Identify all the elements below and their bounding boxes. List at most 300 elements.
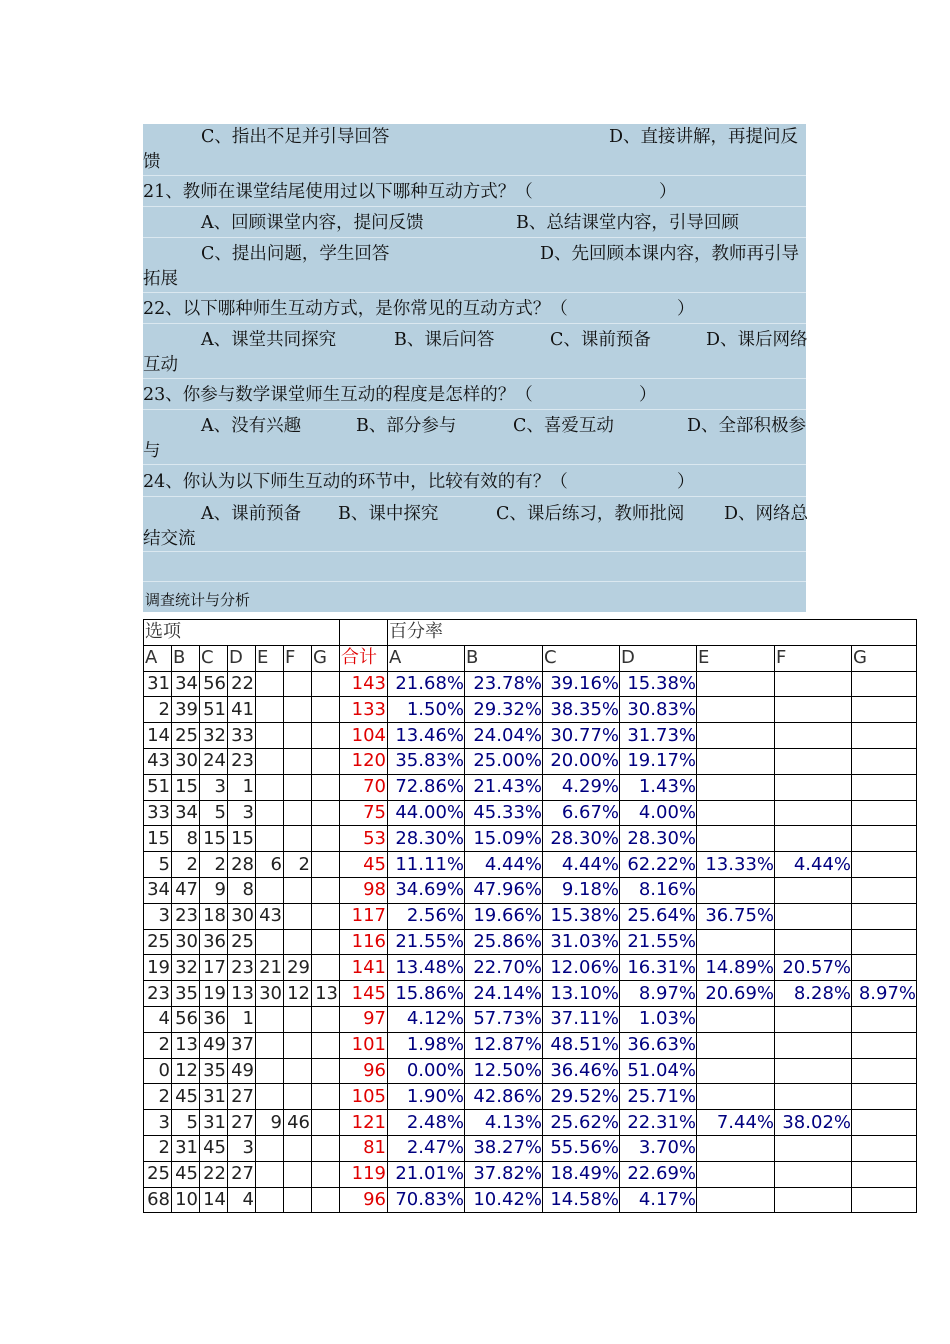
row-divider: [143, 323, 806, 324]
table-row: [144, 826, 917, 852]
percent-value: 15.38%: [627, 672, 696, 694]
table-row: [144, 1135, 917, 1161]
count-cell: 23: [228, 955, 256, 981]
column-header: A: [144, 645, 172, 671]
percent-cell: [543, 1032, 620, 1058]
count-cell: 13: [228, 981, 256, 1007]
percent-cell: [852, 697, 917, 723]
percent-value: 11.11%: [395, 853, 464, 875]
percent-value: 28.30%: [395, 827, 464, 849]
percent-cell: [775, 826, 852, 852]
percent-value: 15.86%: [395, 982, 464, 1004]
count-cell: 3: [228, 1135, 256, 1161]
table-row: [144, 955, 917, 981]
percent-cell: [543, 955, 620, 981]
count-cell: 13: [312, 981, 340, 1007]
percent-cell: [388, 1110, 465, 1136]
option-text: C、课前预备: [550, 330, 651, 350]
count-cell: 2: [144, 1135, 172, 1161]
percent-cell: [388, 903, 465, 929]
percent-value: 8.28%: [793, 982, 851, 1004]
percent-cell: [543, 1161, 620, 1187]
count-cell: 35: [200, 1058, 228, 1084]
percent-cell: [465, 748, 543, 774]
count-cell: 15: [228, 826, 256, 852]
column-header: D: [620, 645, 697, 671]
column-header: E: [256, 645, 284, 671]
percent-value: 12.87%: [473, 1034, 542, 1056]
count-cell: 31: [200, 1084, 228, 1110]
count-cell: [256, 826, 284, 852]
percent-value: 20.69%: [705, 982, 774, 1004]
percent-cell: [465, 852, 543, 878]
percent-value: 42.86%: [473, 1085, 542, 1107]
percent-cell: [620, 723, 697, 749]
percent-value: 51.04%: [627, 1059, 696, 1081]
count-cell: 34: [144, 877, 172, 903]
total-cell: 97: [340, 1006, 388, 1032]
total-cell: 53: [340, 826, 388, 852]
row-divider: [143, 464, 806, 465]
percent-value: 13.33%: [705, 853, 774, 875]
percent-value: 1.90%: [406, 1085, 464, 1107]
percent-cell: [775, 1110, 852, 1136]
percent-cell: [543, 903, 620, 929]
percent-value: 4.44%: [484, 853, 542, 875]
percent-cell: [388, 877, 465, 903]
count-cell: [256, 723, 284, 749]
percent-cell: [465, 1135, 543, 1161]
count-cell: 56: [172, 1006, 200, 1032]
count-cell: [284, 671, 312, 697]
count-cell: 2: [284, 852, 312, 878]
percent-value: 29.32%: [473, 698, 542, 720]
percent-cell: [697, 1084, 775, 1110]
count-cell: 30: [172, 929, 200, 955]
count-cell: 46: [284, 1110, 312, 1136]
statistics-table: [143, 619, 917, 1213]
percent-cell: [388, 671, 465, 697]
count-cell: 28: [228, 852, 256, 878]
percent-cell: [697, 1032, 775, 1058]
percent-cell: [697, 852, 775, 878]
row-divider: [143, 237, 806, 238]
count-cell: [312, 671, 340, 697]
count-cell: [312, 1110, 340, 1136]
percent-value: 36.63%: [627, 1034, 696, 1056]
row-divider: [143, 206, 806, 207]
percent-value: 1.43%: [638, 776, 696, 798]
count-cell: 23: [228, 748, 256, 774]
count-cell: [284, 774, 312, 800]
percent-value: 15.38%: [550, 905, 619, 927]
percent-value: 28.30%: [627, 827, 696, 849]
count-cell: 12: [172, 1058, 200, 1084]
percent-value: 48.51%: [550, 1034, 619, 1056]
percent-cell: [775, 1161, 852, 1187]
percent-cell: [775, 903, 852, 929]
count-cell: 21: [256, 955, 284, 981]
percent-cell: [465, 955, 543, 981]
percent-cell: [465, 697, 543, 723]
percent-cell: [388, 1006, 465, 1032]
percent-value: 21.55%: [395, 930, 464, 952]
total-cell: 96: [340, 1187, 388, 1213]
survey-line: [143, 526, 806, 552]
table-row: [144, 748, 917, 774]
percent-cell: [775, 877, 852, 903]
option-text: B、部分参与: [356, 416, 457, 436]
count-cell: [284, 929, 312, 955]
percent-cell: [852, 1006, 917, 1032]
option-text: 馈: [143, 152, 161, 172]
total-cell: 98: [340, 877, 388, 903]
percent-cell: [388, 697, 465, 723]
percent-cell: [388, 748, 465, 774]
percent-value: 30.77%: [550, 724, 619, 746]
percent-cell: [620, 1161, 697, 1187]
table-group-header-row: [144, 620, 917, 646]
count-cell: [256, 1032, 284, 1058]
percent-cell: [388, 1058, 465, 1084]
percent-cell: [775, 723, 852, 749]
percent-value: 21.43%: [473, 776, 542, 798]
count-cell: [312, 903, 340, 929]
percent-cell: [465, 877, 543, 903]
percent-cell: [697, 723, 775, 749]
count-cell: 15: [172, 774, 200, 800]
percent-cell: [388, 826, 465, 852]
count-cell: 2: [172, 852, 200, 878]
count-cell: 25: [144, 929, 172, 955]
count-cell: [312, 1187, 340, 1213]
total-cell: 119: [340, 1161, 388, 1187]
survey-line: [143, 179, 806, 205]
column-header: D: [228, 645, 256, 671]
count-cell: [284, 1084, 312, 1110]
count-cell: [256, 671, 284, 697]
option-text: A、回顾课堂内容，提问反馈: [201, 213, 424, 233]
percent-cell: [697, 877, 775, 903]
percent-cell: [697, 671, 775, 697]
column-header: B: [465, 645, 543, 671]
percent-value: 36.46%: [550, 1059, 619, 1081]
percent-value: 20.57%: [782, 956, 851, 978]
percent-value: 8.97%: [858, 982, 916, 1004]
count-cell: 2: [144, 1032, 172, 1058]
count-cell: 24: [200, 748, 228, 774]
percent-cell: [697, 1006, 775, 1032]
count-cell: 32: [200, 723, 228, 749]
percent-value: 23.78%: [473, 672, 542, 694]
count-cell: 15: [200, 826, 228, 852]
percent-cell: [852, 1135, 917, 1161]
percent-value: 28.30%: [550, 827, 619, 849]
percent-value: 4.00%: [638, 801, 696, 823]
survey-line: [143, 382, 806, 408]
percent-value: 13.46%: [395, 724, 464, 746]
percent-cell: [697, 1058, 775, 1084]
table-column-header-row: [144, 645, 917, 671]
option-text: C、指出不足并引导回答: [201, 127, 390, 147]
total-cell: 105: [340, 1084, 388, 1110]
percent-value: 25.86%: [473, 930, 542, 952]
percent-cell: [465, 800, 543, 826]
total-cell: 145: [340, 981, 388, 1007]
survey-line: [143, 352, 806, 378]
percent-cell: [775, 929, 852, 955]
percent-value: 13.10%: [550, 982, 619, 1004]
option-text: B、课后问答: [394, 330, 495, 350]
options-group-header: 选项: [144, 620, 340, 646]
percent-value: 4.17%: [638, 1188, 696, 1210]
count-cell: 9: [200, 877, 228, 903]
table-row: [144, 903, 917, 929]
count-cell: 51: [200, 697, 228, 723]
option-text: 拓展: [143, 269, 178, 289]
option-text: C、提出问题，学生回答: [201, 244, 390, 264]
percent-cell: [543, 723, 620, 749]
count-cell: 2: [144, 697, 172, 723]
percent-cell: [852, 800, 917, 826]
percent-cell: [620, 671, 697, 697]
percent-value: 31.73%: [627, 724, 696, 746]
row-divider: [143, 292, 806, 293]
percent-value: 38.35%: [550, 698, 619, 720]
percent-cell: [852, 1032, 917, 1058]
percent-cell: [697, 774, 775, 800]
count-cell: 12: [284, 981, 312, 1007]
percent-cell: [543, 1110, 620, 1136]
count-cell: 23: [144, 981, 172, 1007]
count-cell: [284, 800, 312, 826]
table-row: [144, 1006, 917, 1032]
percent-cell: [697, 826, 775, 852]
column-header: G: [852, 645, 917, 671]
total-cell: 133: [340, 697, 388, 723]
percent-value: 70.83%: [395, 1188, 464, 1210]
table-row: [144, 877, 917, 903]
percent-cell: [388, 723, 465, 749]
percent-cell: [620, 903, 697, 929]
percent-value: 72.86%: [395, 776, 464, 798]
count-cell: 29: [284, 955, 312, 981]
percent-cell: [620, 826, 697, 852]
percent-value: 24.04%: [473, 724, 542, 746]
percent-value: 8.97%: [638, 982, 696, 1004]
survey-line: [143, 469, 806, 495]
percent-cell: [620, 852, 697, 878]
count-cell: 1: [228, 1006, 256, 1032]
percent-cell: [543, 877, 620, 903]
table-row: [144, 1032, 917, 1058]
count-cell: 34: [172, 800, 200, 826]
percent-cell: [543, 748, 620, 774]
percent-value: 2.56%: [406, 905, 464, 927]
table-row: [144, 723, 917, 749]
percent-value: 4.44%: [793, 853, 851, 875]
count-cell: 45: [172, 1084, 200, 1110]
percent-value: 2.48%: [406, 1111, 464, 1133]
count-cell: [312, 826, 340, 852]
answer-paren: ）: [677, 472, 695, 492]
percent-value: 19.17%: [627, 750, 696, 772]
count-cell: 10: [172, 1187, 200, 1213]
count-cell: 30: [256, 981, 284, 1007]
count-cell: [312, 723, 340, 749]
percent-cell: [620, 1058, 697, 1084]
percent-cell: [543, 981, 620, 1007]
percent-value: 7.44%: [716, 1111, 774, 1133]
percent-cell: [388, 1187, 465, 1213]
percent-value: 24.14%: [473, 982, 542, 1004]
table-row: [144, 1187, 917, 1213]
question-text: 24、你认为以下师生互动的环节中，比较有效的有？（: [143, 472, 568, 492]
percent-value: 1.98%: [406, 1034, 464, 1056]
survey-line: [143, 266, 806, 292]
count-cell: 22: [228, 671, 256, 697]
percent-value: 10.42%: [473, 1188, 542, 1210]
count-cell: 36: [200, 929, 228, 955]
count-cell: [256, 1135, 284, 1161]
percent-cell: [852, 877, 917, 903]
section-caption: 调查统计与分析: [145, 591, 251, 609]
option-text: 结交流: [143, 529, 196, 549]
percent-cell: [620, 774, 697, 800]
count-cell: 22: [200, 1161, 228, 1187]
percent-cell: [465, 1084, 543, 1110]
percent-cell: [775, 1187, 852, 1213]
survey-line: [143, 296, 806, 322]
percent-cell: [775, 671, 852, 697]
count-cell: [256, 1084, 284, 1110]
option-text: D、网络总: [724, 504, 809, 524]
percent-cell: [852, 671, 917, 697]
count-cell: [312, 1006, 340, 1032]
count-cell: 33: [144, 800, 172, 826]
count-cell: [256, 697, 284, 723]
question-text: 21、教师在课堂结尾使用过以下哪种互动方式？（: [143, 182, 533, 202]
count-cell: 34: [172, 671, 200, 697]
count-cell: 8: [172, 826, 200, 852]
percent-cell: [697, 903, 775, 929]
count-cell: 30: [172, 748, 200, 774]
percent-value: 6.67%: [561, 801, 619, 823]
column-header: C: [200, 645, 228, 671]
count-cell: 27: [228, 1161, 256, 1187]
percent-cell: [465, 774, 543, 800]
total-header: 合计: [340, 645, 388, 671]
percent-cell: [775, 955, 852, 981]
count-cell: 5: [172, 1110, 200, 1136]
option-text: 互动: [143, 355, 178, 375]
percent-value: 8.16%: [638, 879, 696, 901]
percent-value: 2.47%: [406, 1137, 464, 1159]
percent-value: 45.33%: [473, 801, 542, 823]
percent-value: 21.55%: [627, 930, 696, 952]
percent-cell: [388, 929, 465, 955]
percent-cell: [697, 1110, 775, 1136]
percent-cell: [775, 800, 852, 826]
percent-value: 38.27%: [473, 1137, 542, 1159]
count-cell: 25: [172, 723, 200, 749]
percent-cell: [852, 1110, 917, 1136]
count-cell: 39: [172, 697, 200, 723]
percent-cell: [852, 852, 917, 878]
row-divider: [143, 175, 806, 176]
count-cell: 27: [228, 1084, 256, 1110]
count-cell: 32: [172, 955, 200, 981]
percent-cell: [852, 1084, 917, 1110]
percent-cell: [620, 800, 697, 826]
percent-value: 29.52%: [550, 1085, 619, 1107]
percent-value: 14.58%: [550, 1188, 619, 1210]
count-cell: [256, 748, 284, 774]
count-cell: [284, 697, 312, 723]
total-cell: 45: [340, 852, 388, 878]
percent-value: 37.82%: [473, 1163, 542, 1185]
percent-value: 12.50%: [473, 1059, 542, 1081]
total-cell: 70: [340, 774, 388, 800]
percent-cell: [852, 748, 917, 774]
percent-cell: [465, 981, 543, 1007]
count-cell: [284, 826, 312, 852]
percent-value: 31.03%: [550, 930, 619, 952]
count-cell: 23: [172, 903, 200, 929]
percent-cell: [388, 1032, 465, 1058]
row-divider: [143, 551, 806, 552]
percent-cell: [465, 671, 543, 697]
percent-value: 22.69%: [627, 1163, 696, 1185]
count-cell: 19: [200, 981, 228, 1007]
percent-cell: [775, 1032, 852, 1058]
column-header: E: [697, 645, 775, 671]
percent-cell: [775, 774, 852, 800]
percent-cell: [852, 981, 917, 1007]
count-cell: 14: [144, 723, 172, 749]
table-row: [144, 671, 917, 697]
count-cell: 1: [228, 774, 256, 800]
percent-value: 25.62%: [550, 1111, 619, 1133]
percent-cell: [697, 697, 775, 723]
percent-value: 18.49%: [550, 1163, 619, 1185]
total-cell: 101: [340, 1032, 388, 1058]
count-cell: [284, 1187, 312, 1213]
count-cell: 51: [144, 774, 172, 800]
percent-cell: [543, 929, 620, 955]
total-cell: 120: [340, 748, 388, 774]
count-cell: 18: [200, 903, 228, 929]
count-cell: [312, 697, 340, 723]
count-cell: 17: [200, 955, 228, 981]
total-cell: 121: [340, 1110, 388, 1136]
count-cell: [312, 1032, 340, 1058]
percent-cell: [620, 1110, 697, 1136]
percent-cell: [697, 1135, 775, 1161]
row-divider: [143, 378, 806, 379]
percent-value: 25.64%: [627, 905, 696, 927]
percent-cell: [620, 877, 697, 903]
option-text: C、课后练习，教师批阅: [496, 504, 685, 524]
count-cell: [312, 774, 340, 800]
count-cell: [284, 903, 312, 929]
percent-cell: [697, 929, 775, 955]
percent-value: 1.50%: [406, 698, 464, 720]
option-text: D、直接讲解，再提问反: [609, 127, 799, 147]
count-cell: 30: [228, 903, 256, 929]
percent-value: 3.70%: [638, 1137, 696, 1159]
survey-questions-block: [143, 124, 809, 612]
